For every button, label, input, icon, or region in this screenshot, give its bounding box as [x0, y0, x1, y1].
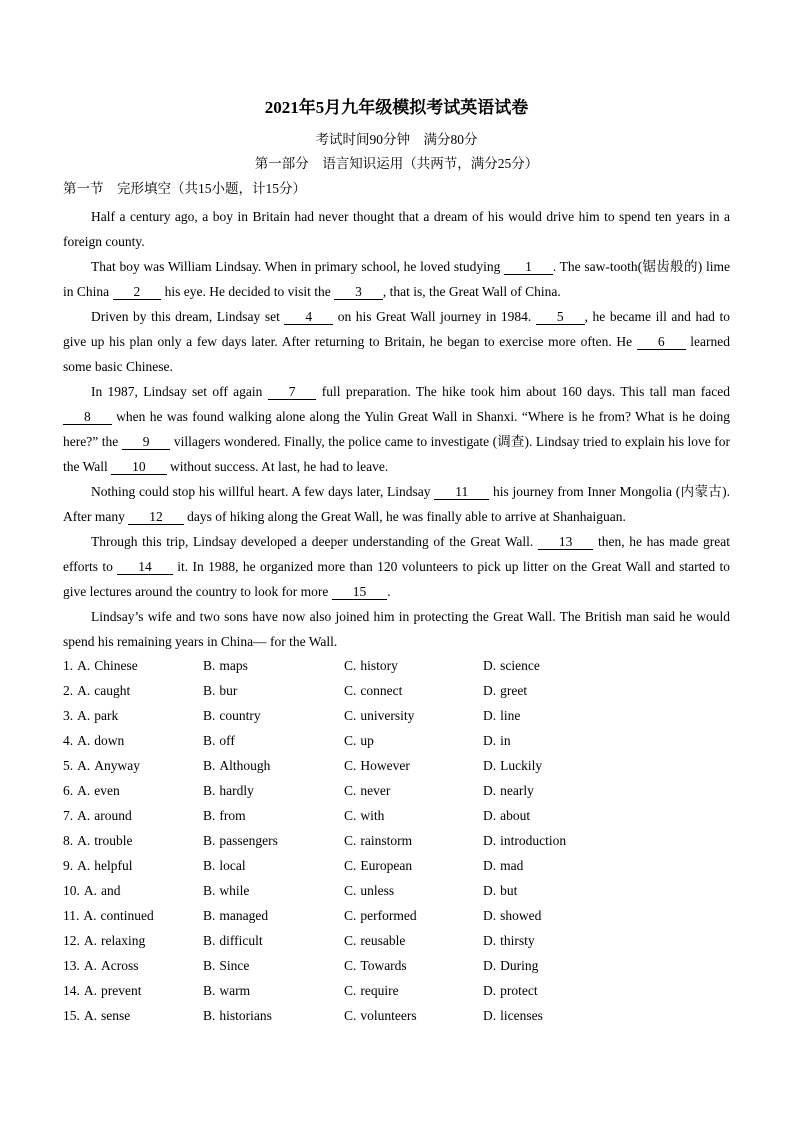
- option-letter: A.: [83, 933, 97, 948]
- option-letter: B.: [203, 883, 216, 898]
- option-text: passengers: [219, 833, 278, 848]
- option-letter: A.: [83, 883, 97, 898]
- option-letter: C.: [344, 933, 357, 948]
- option-text: connect: [360, 683, 403, 698]
- option-text: off: [219, 733, 235, 748]
- option-text: mad: [500, 858, 524, 873]
- option-text: rainstorm: [360, 833, 413, 848]
- question-number: 8.: [63, 833, 74, 848]
- option-text: unless: [360, 883, 395, 898]
- option-letter: D.: [483, 808, 497, 823]
- blank-3: 3: [334, 284, 383, 300]
- option-c: [344, 903, 483, 928]
- option-letter: D.: [483, 958, 497, 973]
- option-text: but: [500, 883, 518, 898]
- question-row: [63, 978, 730, 1003]
- option-d: [483, 753, 730, 778]
- option-d: [483, 878, 730, 903]
- option-c: [344, 703, 483, 728]
- option-letter: A.: [83, 958, 97, 973]
- option-b: [203, 878, 344, 903]
- option-letter: D.: [483, 783, 497, 798]
- option-c: [344, 728, 483, 753]
- option-c: [344, 953, 483, 978]
- option-text: about: [500, 808, 531, 823]
- option-a: [63, 828, 203, 853]
- option-a: [63, 678, 203, 703]
- option-c: [344, 803, 483, 828]
- passage-paragraph: [63, 604, 730, 654]
- option-text: European: [360, 858, 413, 873]
- option-a: [63, 978, 203, 1003]
- option-letter: C.: [344, 833, 357, 848]
- question-row: [63, 778, 730, 803]
- option-text: with: [360, 808, 385, 823]
- question-row: [63, 853, 730, 878]
- option-letter: B.: [203, 733, 216, 748]
- question-row: [63, 728, 730, 753]
- option-letter: D.: [483, 933, 497, 948]
- question-row: [63, 1003, 730, 1028]
- option-text: warm: [219, 983, 251, 998]
- option-b: [203, 778, 344, 803]
- question-number: 4.: [63, 733, 74, 748]
- passage-paragraph: [63, 379, 730, 479]
- option-letter: A.: [77, 683, 91, 698]
- question-number: 7.: [63, 808, 74, 823]
- option-letter: B.: [203, 708, 216, 723]
- option-text: in: [500, 733, 511, 748]
- question-number: 10.: [63, 883, 80, 898]
- option-text: However: [360, 758, 410, 773]
- option-letter: C.: [344, 908, 357, 923]
- passage-text: Lindsay’s wife and two sons have now also joined him in protecting the Great Wall. The British man said he would spend his remaining years in China— for the Wall.: [63, 609, 730, 649]
- question-row: [63, 803, 730, 828]
- option-letter: D.: [483, 683, 497, 698]
- passage-paragraph: [63, 254, 730, 304]
- option-letter: A.: [77, 758, 91, 773]
- option-text: park: [94, 708, 119, 723]
- passage-text: his eye. He decided to visit the: [161, 284, 335, 299]
- option-letter: C.: [344, 858, 357, 873]
- option-a: [63, 753, 203, 778]
- option-b: [203, 903, 344, 928]
- option-a: [63, 953, 203, 978]
- option-a: [63, 803, 203, 828]
- option-letter: C.: [344, 708, 357, 723]
- option-letter: D.: [483, 908, 497, 923]
- option-text: never: [360, 783, 391, 798]
- option-text: protect: [500, 983, 538, 998]
- blank-9: 9: [122, 434, 171, 450]
- question-row: [63, 928, 730, 953]
- blank-14: 14: [117, 559, 173, 575]
- option-text: prevent: [101, 983, 142, 998]
- option-letter: A.: [83, 983, 97, 998]
- option-text: from: [219, 808, 246, 823]
- option-text: During: [500, 958, 539, 973]
- option-d: [483, 978, 730, 1003]
- question-number: 12.: [63, 933, 80, 948]
- question-row: [63, 653, 730, 678]
- option-b: [203, 953, 344, 978]
- option-letter: D.: [483, 883, 497, 898]
- option-letter: D.: [483, 708, 497, 723]
- option-text: up: [360, 733, 374, 748]
- passage-text: when he was found walking alone along the Yulin Great Wall in Shanxi. “Where is he from? What is he doing here?” the: [63, 409, 730, 449]
- option-b: [203, 728, 344, 753]
- option-letter: A.: [83, 1008, 97, 1023]
- option-d: [483, 903, 730, 928]
- option-letter: C.: [344, 758, 357, 773]
- option-letter: D.: [483, 733, 497, 748]
- option-text: even: [94, 783, 120, 798]
- option-letter: D.: [483, 858, 497, 873]
- question-number: 2.: [63, 683, 74, 698]
- option-letter: A.: [77, 708, 91, 723]
- option-d: [483, 653, 730, 678]
- option-text: continued: [100, 908, 154, 923]
- option-letter: D.: [483, 983, 497, 998]
- passage-text: learned some basic Chinese.: [63, 334, 730, 374]
- question-number: 9.: [63, 858, 74, 873]
- option-b: [203, 928, 344, 953]
- option-text: managed: [219, 908, 269, 923]
- question-number: 5.: [63, 758, 74, 773]
- option-text: and: [101, 883, 121, 898]
- option-letter: A.: [77, 808, 91, 823]
- option-d: [483, 778, 730, 803]
- blank-1: 1: [504, 259, 553, 275]
- option-d: [483, 828, 730, 853]
- option-text: Chinese: [94, 658, 138, 673]
- option-b: [203, 853, 344, 878]
- option-d: [483, 678, 730, 703]
- options-list: [63, 653, 730, 1028]
- option-letter: C.: [344, 808, 357, 823]
- option-text: down: [94, 733, 125, 748]
- option-text: around: [94, 808, 132, 823]
- passage-text: his journey from Inner Mongolia (内蒙古). After many: [63, 484, 730, 524]
- option-d: [483, 853, 730, 878]
- passage-paragraph: [63, 479, 730, 529]
- question-row: [63, 678, 730, 703]
- option-b: [203, 978, 344, 1003]
- option-b: [203, 678, 344, 703]
- option-letter: A.: [77, 783, 91, 798]
- passage-text: , he became ill and had to give up his plan only a few days later. After returning to Britain, he began to exercise more often. He: [63, 309, 730, 349]
- option-letter: B.: [203, 983, 216, 998]
- option-text: helpful: [94, 858, 133, 873]
- option-letter: C.: [344, 733, 357, 748]
- blank-6: 6: [637, 334, 686, 350]
- option-letter: B.: [203, 933, 216, 948]
- blank-7: 7: [268, 384, 317, 400]
- question-row: [63, 703, 730, 728]
- option-letter: D.: [483, 658, 497, 673]
- option-c: [344, 653, 483, 678]
- option-a: [63, 728, 203, 753]
- blank-8: 8: [63, 409, 112, 425]
- option-letter: C.: [344, 1008, 357, 1023]
- option-text: volunteers: [360, 1008, 417, 1023]
- blank-12: 12: [128, 509, 184, 525]
- option-a: [63, 1003, 203, 1028]
- passage-text: .: [387, 584, 391, 599]
- option-d: [483, 1003, 730, 1028]
- option-a: [63, 928, 203, 953]
- passage-text: without success. At last, he had to leave.: [166, 459, 389, 474]
- option-letter: C.: [344, 658, 357, 673]
- option-c: [344, 978, 483, 1003]
- question-number: 1.: [63, 658, 74, 673]
- option-letter: A.: [77, 858, 91, 873]
- passage-text: on his Great Wall journey in 1984.: [333, 309, 536, 324]
- option-text: country: [219, 708, 261, 723]
- passage-text: Through this trip, Lindsay developed a deeper understanding of the Great Wall.: [91, 534, 538, 549]
- question-number: 6.: [63, 783, 74, 798]
- blank-2: 2: [113, 284, 162, 300]
- option-text: line: [500, 708, 521, 723]
- option-text: reusable: [360, 933, 406, 948]
- option-text: greet: [500, 683, 528, 698]
- option-letter: B.: [203, 833, 216, 848]
- option-c: [344, 678, 483, 703]
- option-letter: C.: [344, 983, 357, 998]
- option-text: Across: [101, 958, 139, 973]
- passage-text: full preparation. The hike took him about 160 days. This tall man faced: [316, 384, 730, 399]
- option-c: [344, 928, 483, 953]
- option-text: university: [360, 708, 415, 723]
- option-c: [344, 778, 483, 803]
- option-letter: C.: [344, 883, 357, 898]
- part-heading: 第一部分 语言知识运用（共两节，满分25分）: [254, 156, 539, 171]
- option-d: [483, 953, 730, 978]
- option-letter: D.: [483, 833, 497, 848]
- option-text: difficult: [219, 933, 263, 948]
- question-row: [63, 878, 730, 903]
- option-c: [344, 853, 483, 878]
- option-text: thirsty: [500, 933, 535, 948]
- blank-5: 5: [536, 309, 585, 325]
- option-letter: C.: [344, 958, 357, 973]
- option-letter: C.: [344, 783, 357, 798]
- option-text: trouble: [94, 833, 133, 848]
- option-text: require: [360, 983, 399, 998]
- passage-paragraph: [63, 204, 730, 254]
- option-letter: B.: [203, 858, 216, 873]
- option-text: Since: [219, 958, 250, 973]
- option-letter: B.: [203, 808, 216, 823]
- passage-text: In 1987, Lindsay set off again: [91, 384, 268, 399]
- option-text: Towards: [360, 958, 407, 973]
- option-text: licenses: [500, 1008, 543, 1023]
- option-text: bur: [219, 683, 238, 698]
- passage-text: That boy was William Lindsay. When in primary school, he loved studying: [91, 259, 505, 274]
- option-text: nearly: [500, 783, 534, 798]
- question-number: 14.: [63, 983, 80, 998]
- question-number: 3.: [63, 708, 74, 723]
- option-letter: B.: [203, 683, 216, 698]
- exam-info: 考试时间90分钟 满分80分: [315, 132, 478, 147]
- option-b: [203, 828, 344, 853]
- option-d: [483, 928, 730, 953]
- question-row: [63, 903, 730, 928]
- option-text: relaxing: [101, 933, 146, 948]
- option-a: [63, 653, 203, 678]
- passage-text: Driven by this dream, Lindsay set: [91, 309, 285, 324]
- option-text: while: [219, 883, 250, 898]
- option-letter: A.: [83, 908, 97, 923]
- option-letter: B.: [203, 908, 216, 923]
- option-text: Although: [219, 758, 271, 773]
- option-text: historians: [219, 1008, 272, 1023]
- option-b: [203, 1003, 344, 1028]
- option-text: Anyway: [94, 758, 140, 773]
- question-number: 13.: [63, 958, 80, 973]
- option-text: local: [219, 858, 246, 873]
- blank-10: 10: [111, 459, 167, 475]
- option-b: [203, 703, 344, 728]
- option-letter: B.: [203, 1008, 216, 1023]
- option-b: [203, 753, 344, 778]
- blank-11: 11: [434, 484, 489, 500]
- option-c: [344, 1003, 483, 1028]
- passage-text: Nothing could stop his willful heart. A few days later, Lindsay: [91, 484, 435, 499]
- blank-13: 13: [538, 534, 594, 550]
- option-d: [483, 728, 730, 753]
- option-text: showed: [500, 908, 542, 923]
- option-letter: A.: [77, 733, 91, 748]
- question-row: [63, 753, 730, 778]
- option-letter: D.: [483, 1008, 497, 1023]
- passage-text: . The saw-tooth(锯齿般的) lime in China: [63, 259, 730, 299]
- section-heading: 第一节 完形填空（共15小题，计15分）: [63, 181, 306, 196]
- exam-title: 2021年5月九年级模拟考试英语试卷: [264, 98, 529, 117]
- option-a: [63, 878, 203, 903]
- option-letter: C.: [344, 683, 357, 698]
- question-number: 11.: [63, 908, 80, 923]
- option-d: [483, 803, 730, 828]
- question-row: [63, 953, 730, 978]
- passage-paragraph: [63, 529, 730, 604]
- option-text: maps: [219, 658, 248, 673]
- option-a: [63, 853, 203, 878]
- passage-text: villagers wondered. Finally, the police came to investigate (调查). Lindsay tried to explain his love for the Wall: [63, 434, 730, 474]
- option-a: [63, 903, 203, 928]
- option-c: [344, 828, 483, 853]
- option-text: introduction: [500, 833, 567, 848]
- option-text: sense: [101, 1008, 131, 1023]
- option-text: hardly: [219, 783, 254, 798]
- question-number: 15.: [63, 1008, 80, 1023]
- blank-15: 15: [332, 584, 388, 600]
- passage-text: , that is, the Great Wall of China.: [382, 284, 561, 299]
- option-letter: B.: [203, 783, 216, 798]
- blank-4: 4: [284, 309, 333, 325]
- option-b: [203, 803, 344, 828]
- passage-paragraph: [63, 304, 730, 379]
- option-text: science: [500, 658, 540, 673]
- option-text: Luckily: [500, 758, 543, 773]
- passage-text: it. In 1988, he organized more than 120 volunteers to pick up litter on the Great Wall and started to give lectures around the country to look for more: [63, 559, 730, 599]
- option-b: [203, 653, 344, 678]
- option-letter: B.: [203, 658, 216, 673]
- option-text: caught: [94, 683, 131, 698]
- passage: [63, 204, 730, 654]
- option-c: [344, 753, 483, 778]
- option-c: [344, 878, 483, 903]
- question-row: [63, 828, 730, 853]
- option-letter: A.: [77, 658, 91, 673]
- option-text: performed: [360, 908, 417, 923]
- option-a: [63, 778, 203, 803]
- option-letter: A.: [77, 833, 91, 848]
- passage-text: days of hiking along the Great Wall, he was finally able to arrive at Shanhaiguan.: [183, 509, 626, 524]
- option-letter: B.: [203, 958, 216, 973]
- option-text: history: [360, 658, 398, 673]
- passage-text: then, he has made great efforts to: [63, 534, 730, 574]
- passage-text: Half a century ago, a boy in Britain had never thought that a dream of his would drive him to spend ten years in a foreign county.: [63, 209, 730, 249]
- option-a: [63, 703, 203, 728]
- option-d: [483, 703, 730, 728]
- option-letter: B.: [203, 758, 216, 773]
- option-letter: D.: [483, 758, 497, 773]
